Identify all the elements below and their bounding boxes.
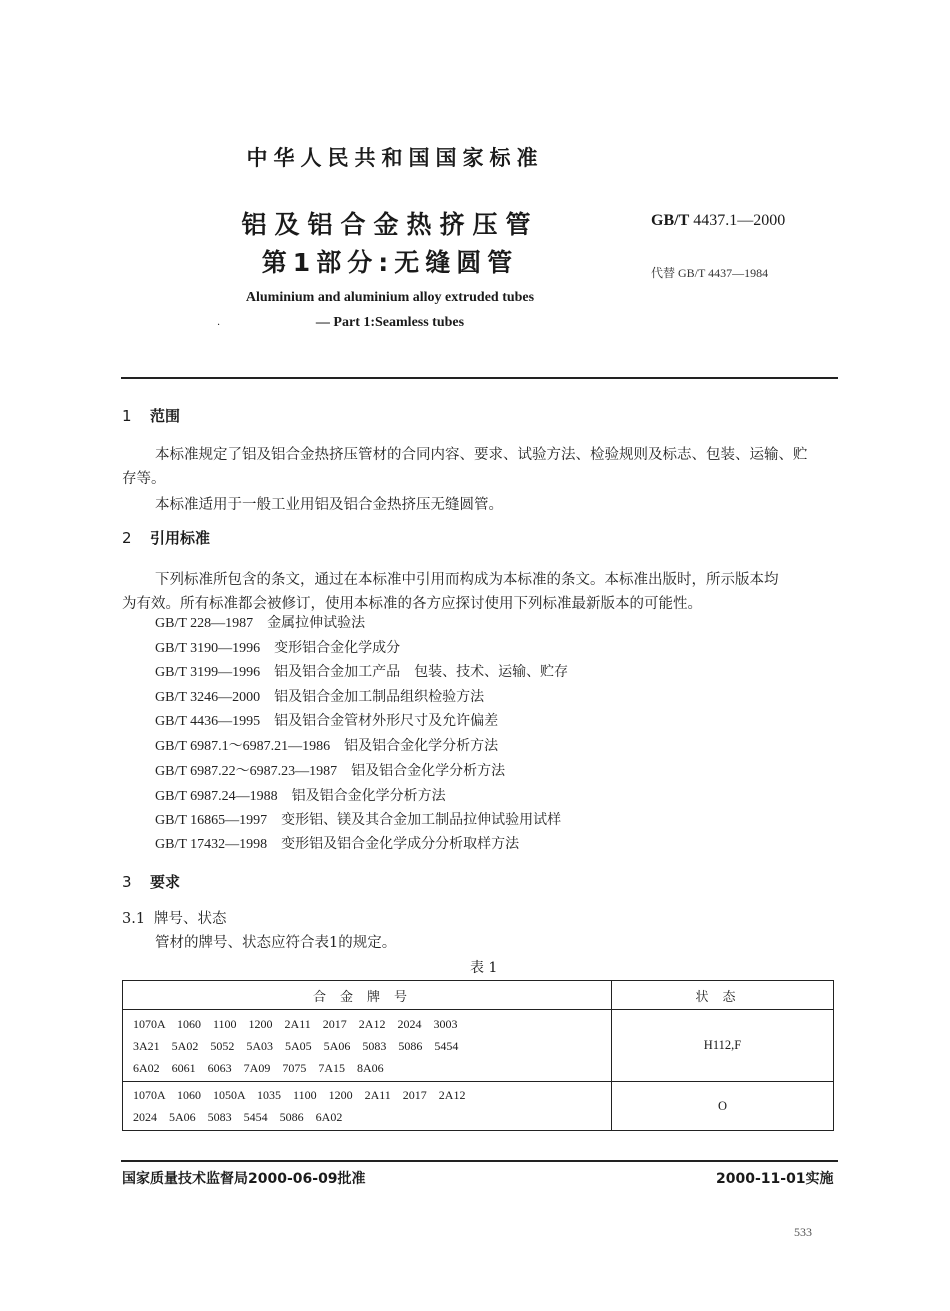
footer-divider [121, 1160, 838, 1162]
standard-code [651, 212, 785, 230]
scan-dot: · [217, 320, 221, 331]
subsection-3-1-number: 3.1 [122, 911, 146, 927]
document-title-cn-line2: 第1部分:无缝圆管 [261, 248, 519, 277]
national-standard-title: 中华人民共和国国家标准 [246, 146, 544, 170]
standard-code-prefix: GB/T [651, 212, 690, 229]
state-cell: H112,F [612, 1010, 834, 1082]
alloy-cell: 1070A 1060 1100 1200 2A11 2017 2A12 2024 3003 3A21 5A02 5052 5A03 5A05 5A06 5083 5086 5454 6A02 6061 6063 7A09 7075 7A15 8A06 [123, 1010, 612, 1082]
section-1-para1-line2: 存等。 [122, 471, 166, 487]
reference-item: GB/T 6987.24—1988 铝及铝合金化学分析方法 [155, 789, 446, 804]
reference-item: GB/T 6987.1～6987.21—1986 铝及铝合金化学分析方法 [155, 739, 499, 754]
document-title-en-line2: — Part 1:Seamless tubes [315, 315, 465, 330]
section-2-title: 引用标准 [150, 529, 211, 547]
table-row [123, 1082, 834, 1131]
reference-item: GB/T 6987.22～6987.23—1987 铝及铝合金化学分析方法 [155, 764, 506, 779]
reference-item: GB/T 228—1987 金属拉伸试验法 [155, 616, 366, 631]
subsection-3-1-heading [122, 907, 227, 928]
section-3-title: 要求 [150, 873, 181, 891]
subsection-3-1-title: 牌号、状态 [154, 911, 227, 927]
section-2-para-line1: 下列标准所包含的条文，通过在本标准中引用而构成为本标准的条文。本标准出版时，所示版本均 [155, 572, 779, 588]
section-3-number: 3 [122, 873, 132, 891]
replaces-standard: 代替 GB/T 4437—1984 [651, 266, 769, 280]
reference-item: GB/T 17432—1998 变形铝及铝合金化学成分分析取样方法 [155, 837, 520, 852]
header-state: 状态 [612, 981, 834, 1010]
section-3-heading [122, 871, 180, 892]
section-1-title: 范围 [150, 407, 181, 425]
reference-item: GB/T 3190—1996 变形铝合金化学成分 [155, 641, 401, 656]
header-divider [121, 377, 838, 379]
section-2-number: 2 [122, 529, 132, 547]
table-1 [122, 980, 834, 1124]
standard-code-number: 4437.1—2000 [693, 212, 786, 229]
table-caption: 表 1 [470, 960, 498, 976]
section-1-number: 1 [122, 407, 132, 425]
effective-date: 2000-11-01实施 [716, 1171, 834, 1187]
section-2-heading [122, 527, 210, 548]
header-alloy: 合金牌号 [123, 981, 612, 1010]
document-title-cn-line1: 铝及铝合金热挤压管 [241, 210, 539, 239]
state-cell: O [612, 1082, 834, 1131]
subsection-3-1-para: 管材的牌号、状态应符合表1的规定。 [155, 935, 397, 951]
reference-item: GB/T 16865—1997 变形铝、镁及其合金加工制品拉伸试验用试样 [155, 813, 562, 828]
page-number: 533 [794, 1225, 812, 1239]
reference-item: GB/T 3199—1996 铝及铝合金加工产品 包装、技术、运输、贮存 [155, 665, 569, 680]
document-title-en-line1: Aluminium and aluminium alloy extruded tubes [245, 290, 535, 305]
table-header-row [123, 981, 834, 1010]
reference-item: GB/T 3246—2000 铝及铝合金加工制品组织检验方法 [155, 690, 485, 705]
table-row [123, 1010, 834, 1082]
section-2-para-line2: 为有效。所有标准都会被修订，使用本标准的各方应探讨使用下列标准最新版本的可能性。 [122, 596, 702, 612]
section-1-para1-line1: 本标准规定了铝及铝合金热挤压管材的合同内容、要求、试验方法、检验规则及标志、包装、运输、贮 [155, 447, 808, 463]
reference-item: GB/T 4436—1995 铝及铝合金管材外形尺寸及允许偏差 [155, 714, 499, 729]
section-1-heading [122, 405, 180, 426]
approval-date: 国家质量技术监督局2000-06-09批准 [122, 1171, 366, 1187]
alloy-cell: 1070A 1060 1050A 1035 1100 1200 2A11 2017 2A12 2024 5A06 5083 5454 5086 6A02 [123, 1082, 612, 1131]
section-1-para2: 本标准适用于一般工业用铝及铝合金热挤压无缝圆管。 [155, 497, 503, 513]
